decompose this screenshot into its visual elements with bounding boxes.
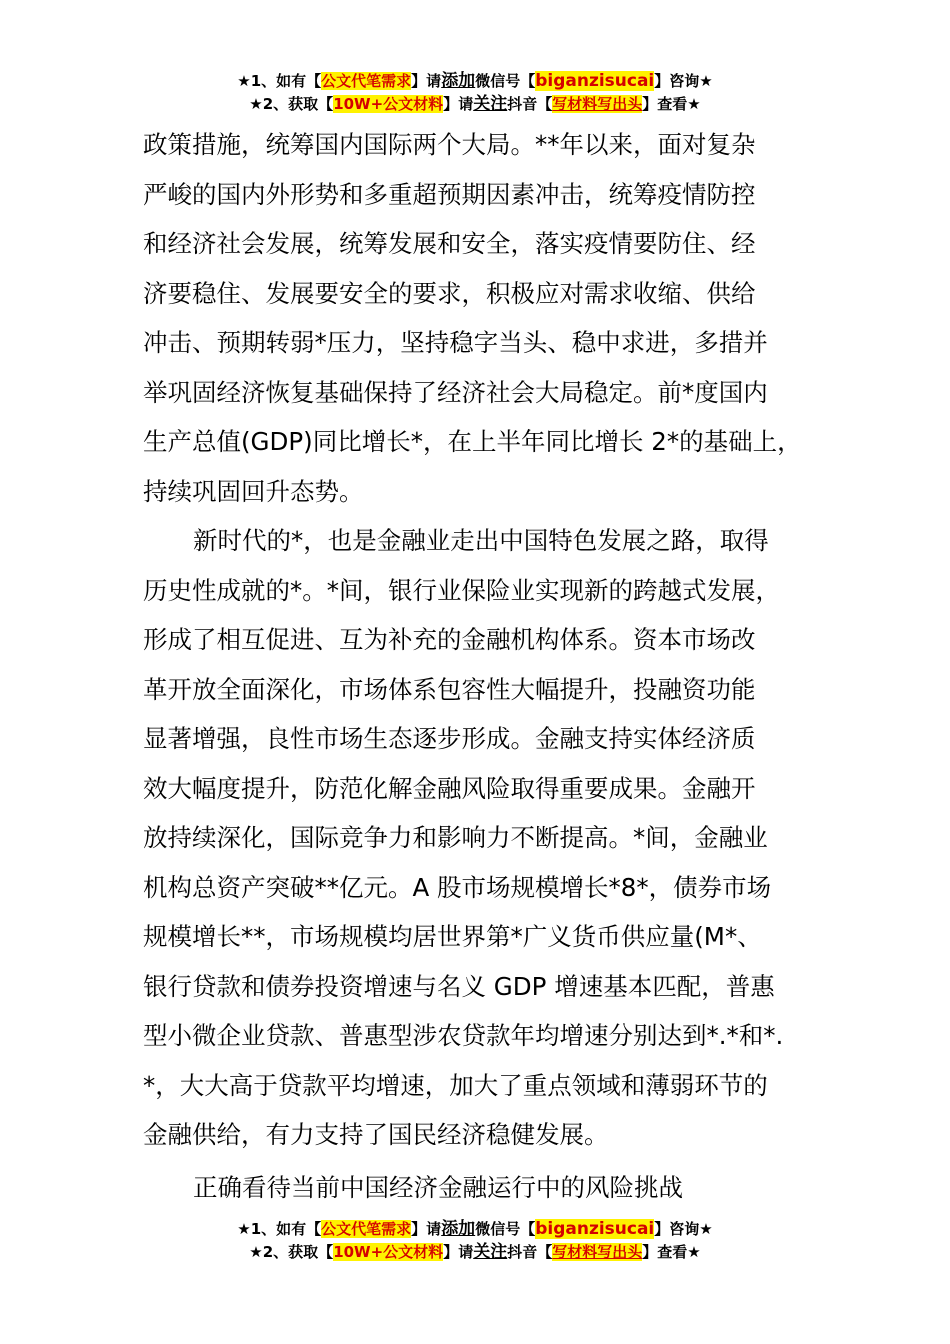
banner-text: 抖音【 [507,95,553,113]
banner-text: ★2、获取【 [249,1243,334,1261]
banner-line-1 [0,1218,950,1241]
highlight-text: 公文代笔需求 [321,1220,412,1238]
banner-text: 微信号【 [475,72,536,90]
body-line: 机构总资产突破**亿元。A 股市场规模增长*8*，债券市场 [143,872,772,902]
body-line: 严峻的国内外形势和多重超预期因素冲击，统筹疫情防控 [143,179,756,209]
banner-line-2 [0,93,950,116]
body-line: 和经济社会发展，统筹发展和安全，落实疫情要防住、经 [143,229,756,258]
banner-text: 】请 [443,1243,474,1261]
underlined-text: 关注 [473,1242,508,1262]
body-line: 放持续深化，国际竞争力和影响力不断提高。*间，金融业 [143,823,768,852]
banner-text: 微信号【 [475,1220,536,1238]
body-line: 形成了相互促进、互为补充的金融机构体系。资本市场改 [143,625,756,654]
body-line: 济要稳住、发展要安全的要求，积极应对需求收缩、供给 [143,278,756,308]
banner-line-2 [0,1241,950,1264]
highlight-text: 公文代笔需求 [321,72,412,90]
underlined-text: 添加 [441,71,476,91]
body-line: 银行贷款和债券投资增速与名义 GDP 增速基本匹配，普惠 [143,971,775,1001]
header-banner [0,70,950,116]
douyin-account: 写材料写出头 [552,1243,643,1261]
banner-text: 】查看★ [642,1243,701,1261]
body-line: 规模增长**，市场规模均居世界第*广义货币供应量(M*、 [143,922,762,951]
document-body [143,120,833,1160]
body-line: *，大大高于贷款平均增速，加大了重点领域和薄弱环节的 [143,1070,768,1100]
highlight-text: 10W+公文材料 [333,95,444,113]
body-line: 生产总值(GDP)同比增长*，在上半年同比增长 2*的基础上， [143,427,802,456]
body-line: 持续巩固回升态势。 [143,476,364,506]
douyin-account: 写材料写出头 [552,95,643,113]
banner-text: ★1、如有【 [237,1220,322,1238]
body-line: 政策措施，统筹国内国际两个大局。**年以来，面对复杂 [143,130,756,159]
body-line: 效大幅度提升，防范化解金融风险取得重要成果。金融开 [143,773,756,803]
wechat-id: biganzisucai [535,1219,655,1239]
section-heading: 正确看待当前中国经济金融运行中的风险挑战 [193,1173,683,1202]
body-line: 金融供给，有力支持了国民经济稳健发展。 [143,1120,609,1149]
body-line: 举巩固经济恢复基础保持了经济社会大局稳定。前*度国内 [143,377,768,407]
footer-banner [0,1218,950,1264]
body-line: 冲击、预期转弱*压力，坚持稳字当头、稳中求进，多措并 [143,328,768,357]
wechat-id: biganzisucai [535,71,655,91]
highlight-text: 10W+公文材料 [333,1243,444,1261]
banner-text: 】请 [411,72,442,90]
banner-text: ★1、如有【 [237,72,322,90]
banner-text: 】咨询★ [654,72,713,90]
body-line: 革开放全面深化，市场体系包容性大幅提升，投融资功能 [143,674,756,704]
banner-text: 】请 [411,1220,442,1238]
underlined-text: 添加 [441,1219,476,1239]
banner-text: 】咨询★ [654,1220,713,1238]
body-line: 型小微企业贷款、普惠型涉农贷款年均增速分别达到*.*和*. [143,1021,784,1050]
banner-text: ★2、获取【 [249,95,334,113]
body-line: 显著增强，良性市场生态逐步形成。金融支持实体经济质 [143,724,756,753]
body-line: 历史性成就的*。*间，银行业保险业实现新的跨越式发展， [143,575,780,605]
banner-text: 】查看★ [642,95,701,113]
underlined-text: 关注 [473,94,508,114]
body-line: 新时代的*，也是金融业走出中国特色发展之路，取得 [193,526,769,555]
banner-line-1 [0,70,950,93]
banner-text: 抖音【 [507,1243,553,1261]
banner-text: 】请 [443,95,474,113]
